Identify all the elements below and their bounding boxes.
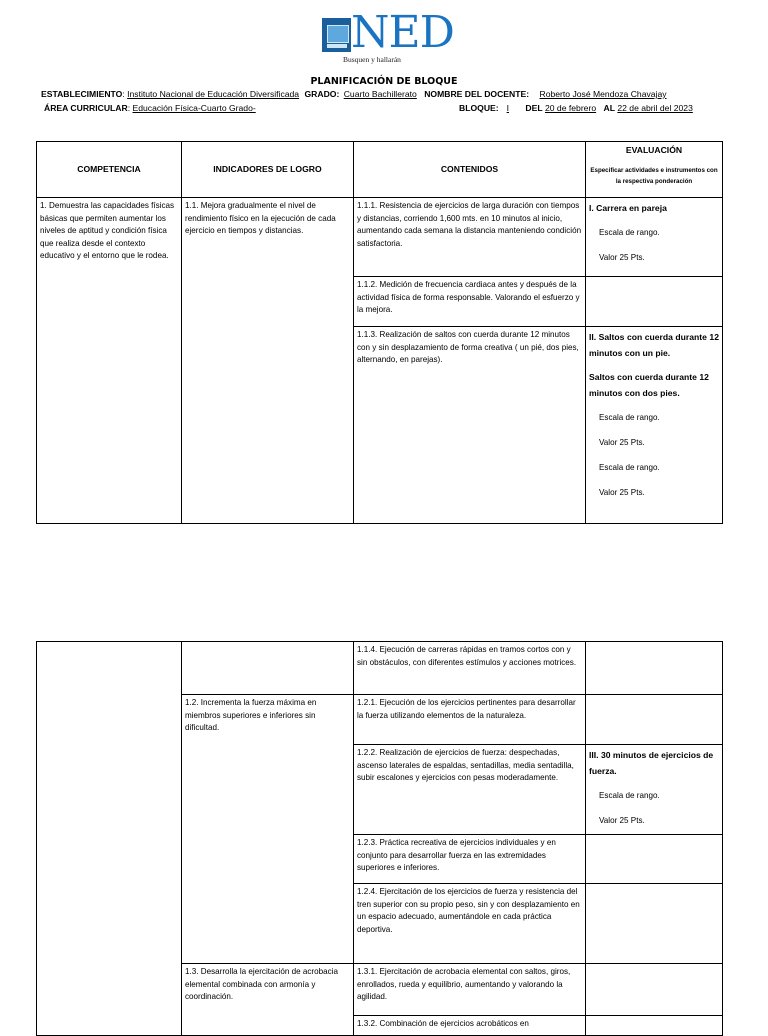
contenido-cell-1-2-4: 1.2.4. Ejercitación de los ejercicios de fuerza y resistencia del tren superior con su propio peso, sin y con desplazamiento en un espacio adecuado, aumentándole en cada práctica deportiva.	[354, 884, 586, 964]
indicador-cell-1-2: 1.2. Incrementa la fuerza máxima en miembros superiores e inferiores sin dificultad.	[182, 695, 354, 964]
eval-2-value-b: Valor 25 Pts.	[599, 488, 645, 497]
evaluacion-title: EVALUACIÓN	[625, 145, 683, 155]
eval-1-title: I. Carrera en pareja	[589, 203, 667, 213]
contenido-cell-1-1-3: 1.1.3. Realización de saltos con cuerda durante 12 minutos con y sin desplazamiento de forma creativa ( un pié, dos pies, alternando, en parejas).	[354, 327, 586, 524]
header-line-2b	[459, 103, 693, 113]
header-line-1: ESTABLECIMIENTO: Instituto Nacional de Educación Diversificada GRADO: Cuarto Bachillerato NOMBRE DEL DOCENTE: Roberto José Mendoza Chavajay	[41, 89, 667, 99]
del-label: DEL	[525, 103, 543, 113]
evaluacion-cell-empty-2	[586, 642, 723, 695]
del-value: 20 de febrero	[544, 103, 597, 113]
indicador-cell-empty	[182, 642, 354, 695]
eval-1-value: Valor 25 Pts.	[599, 253, 645, 262]
eval-2-title-b: Saltos con cuerda durante 12 minutos con dos pies.	[589, 372, 709, 398]
evaluacion-cell-empty-3	[586, 695, 723, 745]
eval-2-scale: Escala de rango.	[599, 413, 660, 422]
area-value: Educación Física-Cuarto Grado-	[132, 103, 256, 113]
header-indicadores: INDICADORES DE LOGRO	[182, 142, 354, 198]
evaluacion-cell-empty-6	[586, 964, 723, 1016]
bloque-value: I	[506, 103, 510, 113]
logo-slogan: Busquen y hallarán	[343, 55, 401, 64]
indicador-cell-1-3: 1.3. Desarrolla la ejercitación de acrobacia elemental combinada con armonía y coordinación.	[182, 964, 354, 1036]
header-competencia: COMPETENCIA	[37, 142, 182, 198]
contenido-cell-1-1-1: 1.1.1. Resistencia de ejercicios de larga duración con tiempos y distancias, corriendo 1,600 mts. en 10 minutos al inicio, aumentando cada semana la distancia manteniendo condición satisfactoria.	[354, 198, 586, 277]
header-line-2a: ÁREA CURRICULAR: Educación Física-Cuarto Grado-	[44, 103, 256, 113]
bloque-label: BLOQUE:	[459, 103, 499, 113]
header-evaluacion	[586, 142, 723, 198]
evaluacion-cell-empty-5	[586, 884, 723, 964]
indicador-cell-1-1: 1.1. Mejora gradualmente el nivel de rendimiento físico en la ejecución de cada ejercicio en tiempos y distancias.	[182, 198, 354, 524]
contenido-cell-1-1-2: 1.1.2. Medición de frecuencia cardiaca antes y después de la actividad física de forma responsable. Valorando el esfuerzo y la mejora.	[354, 277, 586, 327]
evaluacion-cell-empty-7	[586, 1016, 723, 1036]
eval-3-title: III. 30 minutos de ejercicios de fuerza.	[589, 750, 714, 776]
competencia-cell: 1. Demuestra las capacidades físicas básicas que permiten aumentar los niveles de aptitud y condición física que realiza desde el contexto educativo y el entorno que le rodea.	[37, 198, 182, 524]
contenido-cell-1-2-3: 1.2.3. Práctica recreativa de ejercicios individuales y en conjunto para desarrollar fuerza en las extremidades superiores e inferiores.	[354, 835, 586, 884]
ned-logo	[321, 7, 454, 66]
planning-table-1	[36, 141, 723, 524]
eval-3-value: Valor 25 Pts.	[599, 816, 645, 825]
evaluacion-cell-3	[586, 745, 723, 835]
contenido-cell-1-3-2: 1.3.2. Combinación de ejercicios acrobáticos en	[354, 1016, 586, 1036]
evaluacion-cell-empty-4	[586, 835, 723, 884]
contenido-cell-1-3-1: 1.3.1. Ejercitación de acrobacia elemental con saltos, giros, enrollados, rueda y equilibrio, aumentando y valorando la agilidad.	[354, 964, 586, 1016]
grado-label: GRADO:	[304, 89, 340, 99]
eval-2-title: II. Saltos con cuerda durante 12 minutos con un pie.	[589, 332, 719, 358]
planning-table-2	[36, 641, 723, 1036]
area-label: ÁREA CURRICULAR	[44, 103, 128, 113]
page-title: PLANIFICACIÓN DE BLOQUE	[310, 76, 458, 87]
evaluacion-subtitle: Especificar actividades e instrumentos con la respectiva ponderación	[590, 166, 718, 185]
docente-value: Roberto José Mendoza Chavajay	[539, 89, 667, 99]
logo-text: NED	[351, 7, 454, 58]
contenido-cell-1-2-2: 1.2.2. Realización de ejercicios de fuerza: despechadas, ascenso laterales de espaldas, sentadillas, media sentadilla, subir escalones y ejercicios con pesas moderadamente.	[354, 745, 586, 835]
computer-icon	[322, 18, 351, 52]
eval-3-scale: Escala de rango.	[599, 791, 660, 800]
docente-label: NOMBRE DEL DOCENTE:	[424, 89, 530, 99]
competencia-cell-cont	[37, 642, 182, 1036]
eval-2-value: Valor 25 Pts.	[599, 438, 645, 447]
evaluacion-cell-empty	[586, 277, 723, 327]
contenido-cell-1-2-1: 1.2.1. Ejecución de los ejercicios pertinentes para desarrollar la fuerza utilizando elementos de la naturaleza.	[354, 695, 586, 745]
grado-value: Cuarto Bachillerato	[343, 89, 417, 99]
al-label: AL	[603, 103, 615, 113]
evaluacion-cell-1	[586, 198, 723, 277]
contenido-cell-1-1-4: 1.1.4. Ejecución de carreras rápidas en tramos cortos con y sin obstáculos, con diferentes estímulos y acciones motrices.	[354, 642, 586, 695]
establecimiento-value: Instituto Nacional de Educación Diversificada	[127, 89, 300, 99]
establecimiento-label: ESTABLECIMIENTO	[41, 89, 123, 99]
header-contenidos: CONTENIDOS	[354, 142, 586, 198]
eval-2-scale-b: Escala de rango.	[599, 463, 660, 472]
al-value: 22 de abril del 2023	[617, 103, 693, 113]
evaluacion-cell-2	[586, 327, 723, 524]
eval-1-scale: Escala de rango.	[599, 228, 660, 237]
